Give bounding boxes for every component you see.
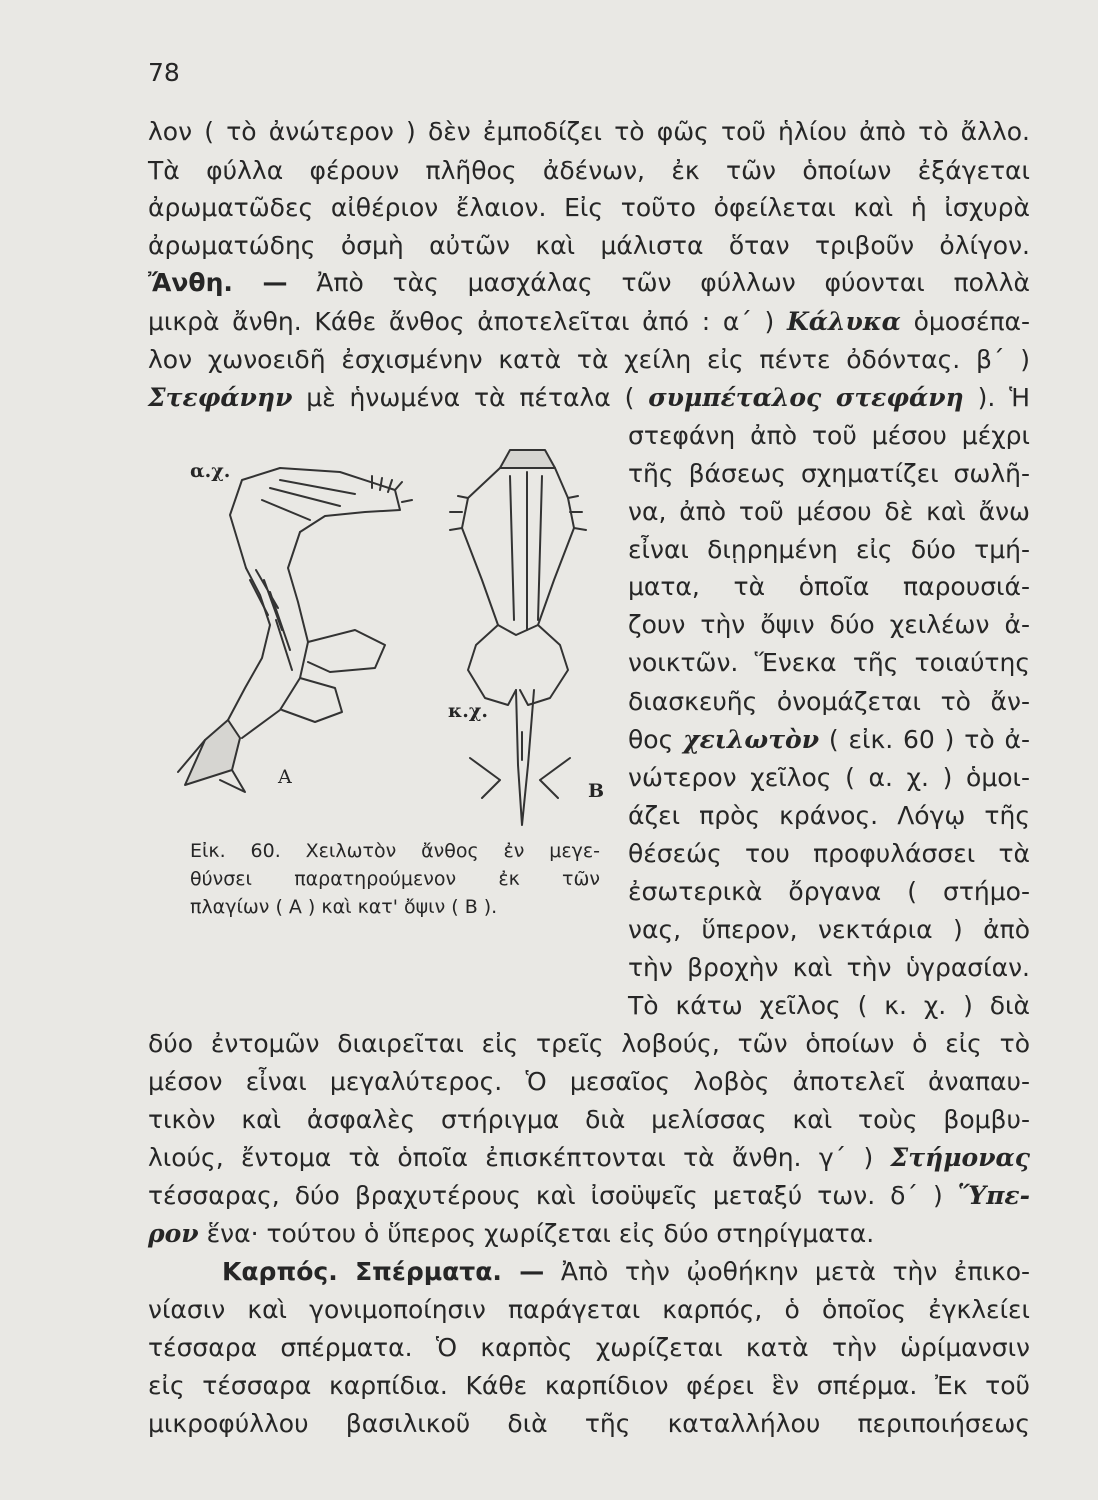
label-view-b: Β bbox=[588, 780, 605, 802]
text-line: εἰς τέσσαρα καρπίδια. Κάθε καρπίδιον φέρει ἓν σπέρμα. Ἐκ τοῦ bbox=[148, 1371, 1030, 1400]
text-span: ἕνα· τούτου ὁ ὕπερος χωρίζεται εἰς δύο στηρίγματα. bbox=[206, 1219, 875, 1248]
text-span: μὲ ἡνωμένα τὰ πέταλα ( bbox=[306, 383, 635, 412]
term-calyx: Κάλυκα bbox=[787, 307, 901, 336]
caption-line: Εἰκ. 60. Χειλωτὸν ἄνθος ἐν μεγε- bbox=[190, 840, 600, 862]
text-line: νας, ὕπερον, νεκτάρια ) ἀπὸ bbox=[628, 915, 1030, 944]
text-span: μικρὰ ἄνθη. Κάθε ἄνθος ἀποτελεῖται ἀπό : α΄ ) bbox=[148, 307, 775, 336]
text-span: λιούς, ἔντομα τὰ ὁποῖα ἐπισκέπτονται τὰ ἄνθη. γ΄ ) bbox=[148, 1143, 874, 1172]
text-line: άζει πρὸς κράνος. Λόγῳ τῆς bbox=[628, 801, 1030, 830]
text-span: ). Ἡ bbox=[977, 383, 1031, 412]
text-line: Τὸ κάτω χεῖλος ( κ. χ. ) διὰ bbox=[628, 991, 1030, 1020]
text-line: ἀρωματῶδες αἰθέριον ἔλαιον. Εἰς τοῦτο ὀφείλεται καὶ ἡ ἰσχυρὰ bbox=[148, 193, 1030, 222]
text-span: τέσσαρας, δύο βραχυτέρους καὶ ἰσοϋψεῖς μεταξύ των. δ΄ ) bbox=[148, 1181, 943, 1210]
text-span: Ἀπὸ τὰς μασχάλας τῶν φύλλων φύονται πολλὰ bbox=[316, 268, 1030, 297]
text-line bbox=[148, 1218, 1030, 1250]
text-span: ( εἰκ. 60 ) τὸ ἀ- bbox=[828, 725, 1030, 754]
text-span: θος bbox=[628, 725, 674, 754]
text-line: μικροφύλλου βασιλικοῦ διὰ τῆς καταλλήλου περιποιήσεως bbox=[148, 1409, 1030, 1438]
term-pistil-end: ρον bbox=[148, 1219, 199, 1248]
text-line: να, ἀπὸ τοῦ μέσου δὲ καὶ ἄνω bbox=[628, 497, 1030, 526]
text-line: τῆς βάσεως σχηματίζει σωλῆ- bbox=[628, 459, 1030, 488]
text-line: θέσεώς του προφυλάσσει τὰ bbox=[628, 839, 1030, 868]
text-line: τέσσαρα σπέρματα. Ὁ καρπὸς χωρίζεται κατὰ τὴν ὡρίμανσιν bbox=[148, 1333, 1030, 1362]
text-line: μέσον εἶναι μεγαλύτερος. Ὁ μεσαῖος λοβὸς ἀποτελεῖ ἀναπαυ- bbox=[148, 1067, 1030, 1096]
text-line: ματα, τὰ ὁποῖα παρουσιά- bbox=[628, 572, 1030, 601]
text-line bbox=[148, 1180, 1030, 1212]
text-line: στεφάνη ἀπὸ τοῦ μέσου μέχρι bbox=[628, 421, 1030, 450]
term-stamens: Στήμονας bbox=[890, 1143, 1030, 1172]
flower-illustration bbox=[150, 420, 610, 840]
figure-60 bbox=[150, 420, 610, 844]
text-line: ζουν τὴν ὄψιν δύο χειλέων ἀ- bbox=[628, 610, 1030, 639]
text-line bbox=[222, 1256, 1030, 1288]
term-pistil: Ὕπε- bbox=[957, 1181, 1030, 1210]
flower-side-view-drawing bbox=[178, 468, 412, 792]
text-line: τικὸν καὶ ἀσφαλὲς στήριγμα διὰ μελίσσας καὶ τοὺς βομβυ- bbox=[148, 1105, 1030, 1134]
text-line bbox=[148, 306, 1030, 338]
text-line: Τὰ φύλλα φέρουν πλῆθος ἀδένων, ἐκ τῶν ὁποίων ἐξάγεται bbox=[148, 156, 1030, 185]
text-line: τὴν βροχὴν καὶ τὴν ὑγρασίαν. bbox=[628, 953, 1030, 982]
label-lower-lip: κ.χ. bbox=[448, 700, 488, 722]
text-line: ἐσωτερικὰ ὄργανα ( στήμο- bbox=[628, 877, 1030, 906]
page-number: 78 bbox=[148, 58, 180, 87]
text-line bbox=[148, 382, 1030, 414]
text-line bbox=[628, 724, 1030, 756]
term-labiate: χειλωτὸν bbox=[683, 725, 820, 754]
text-span: ὁμοσέπα- bbox=[913, 307, 1031, 336]
term-sympetalous: συμπέταλος στεφάνη bbox=[648, 383, 964, 412]
term-corolla: Στεφάνην bbox=[148, 383, 293, 412]
text-line bbox=[148, 267, 1030, 299]
text-line: δύο ἐντομῶν διαιρεῖται εἰς τρεῖς λοβούς, τῶν ὁποίων ὁ εἰς τὸ bbox=[148, 1029, 1030, 1058]
label-view-a: Α bbox=[278, 766, 292, 788]
text-span: Ἀπὸ τὴν ᾠοθήκην μετὰ τὴν ἐπικο- bbox=[560, 1257, 1031, 1286]
text-line: εἶναι διῃρημένη εἰς δύο τμή- bbox=[628, 535, 1030, 564]
text-line bbox=[148, 1142, 1030, 1174]
text-line: νίασιν καὶ γονιμοποίησιν παράγεται καρπός, ὁ ὁποῖος ἐγκλείει bbox=[148, 1295, 1030, 1324]
text-line: λον ( τὸ ἀνώτερον ) δὲν ἐμποδίζει τὸ φῶς τοῦ ἡλίου ἀπὸ τὸ ἄλλο. bbox=[148, 117, 1030, 146]
caption-line: πλαγίων ( Α ) καὶ κατ' ὄψιν ( Β ). bbox=[190, 896, 498, 918]
text-line: ἀρωματώδης ὀσμὴ αὐτῶν καὶ μάλιστα ὅταν τριβοῦν ὀλίγον. bbox=[148, 231, 1030, 260]
flower-front-view-drawing bbox=[450, 450, 586, 825]
caption-line: θύνσει παρατηρούμενον ἐκ τῶν bbox=[190, 868, 600, 890]
text-line: λον χωνοειδῆ ἐσχισμένην κατὰ τὰ χείλη εἰς πέντε ὀδόντας. β΄ ) bbox=[148, 345, 1030, 374]
text-line: διασκευῆς ὀνομάζεται τὸ ἄν- bbox=[628, 687, 1030, 716]
section-heading-flowers: Ἄνθη. — bbox=[148, 268, 288, 297]
section-heading-fruit: Καρπός. Σπέρματα. — bbox=[222, 1257, 545, 1286]
text-line: νώτερον χεῖλος ( α. χ. ) ὁμοι- bbox=[628, 763, 1030, 792]
text-line: νοικτῶν. Ἕνεκα τῆς τοιαύτης bbox=[628, 648, 1030, 677]
label-upper-lip: α.χ. bbox=[190, 460, 231, 482]
